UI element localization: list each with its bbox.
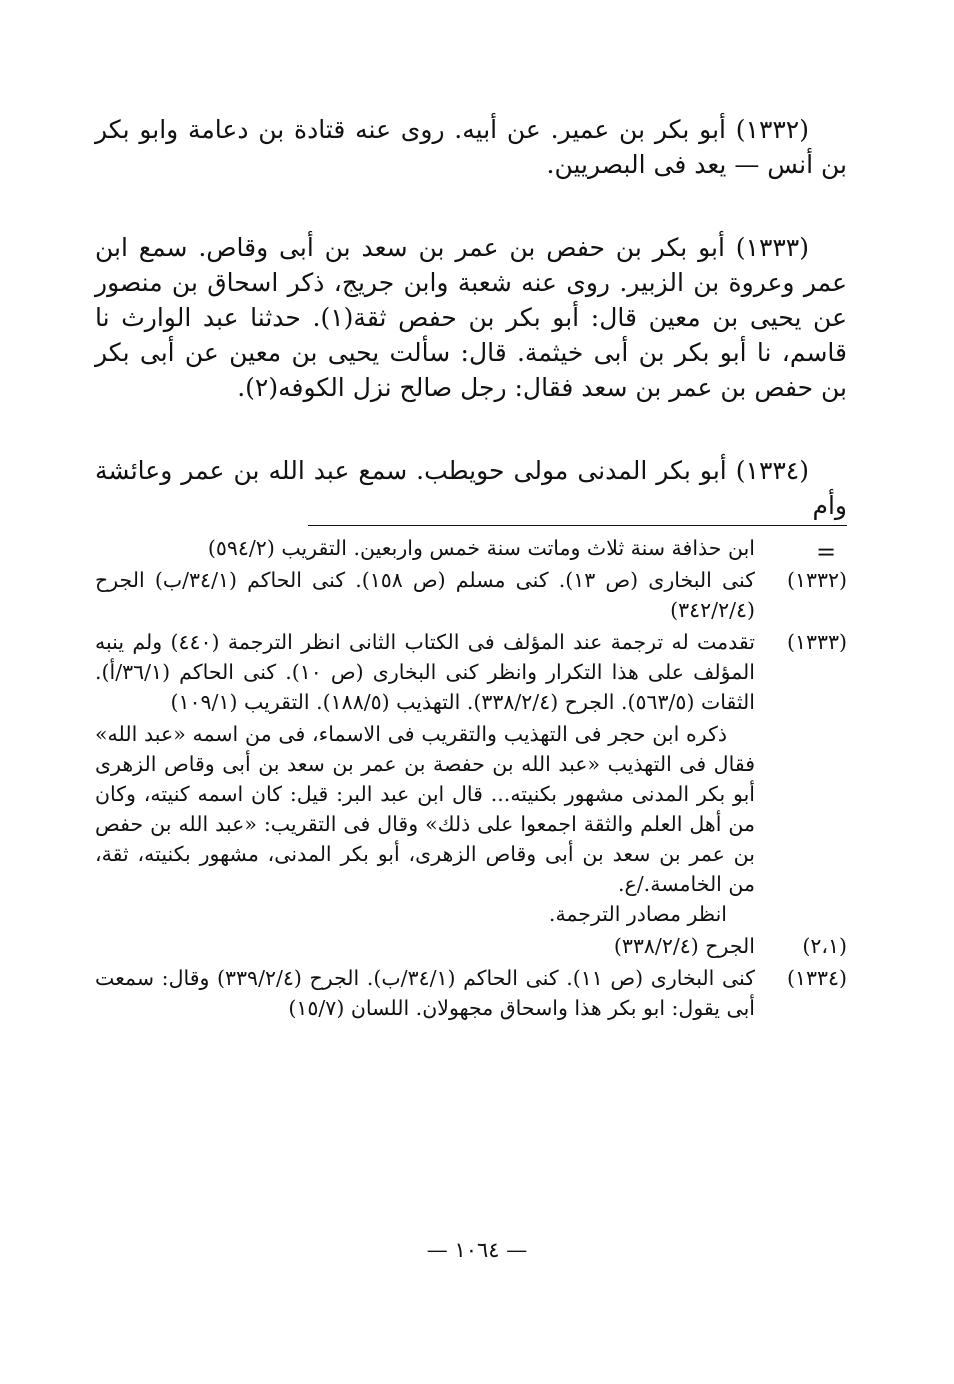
footnote-1334 [95, 963, 847, 1023]
footnote-1-2 [95, 931, 847, 961]
entry-1334: (١٣٣٤) أبو بكر المدنى مولى حويطب. سمع عبد الله بن عمر وعائشة وأم [95, 456, 847, 520]
footnote-1333-see-sources: انظر مصادر الترجمة. [548, 902, 727, 926]
footnotes [95, 533, 847, 1023]
footnote-1333 [95, 627, 847, 717]
footnote-continuation: ابن حذافة سنة ثلاث وماتت سنة خمس واربعين. التقريب (٥٩٤/٢) [207, 536, 755, 560]
footnote-text: الجرح (٣٣٨/٢/٤) [613, 934, 755, 958]
footnote-1333-commentary: ذكره ابن حجر فى التهذيب والتقريب فى الاسماء، فى من اسمه «عبد الله» فقال فى التهذيب «عبد الله بن حفصة بن عمر بن سعد بن أبى وقاص الزهرى أبو بكر المدنى مشهور بكنيته... قال ابن عبد البر: قيل: كان اسمه كنيته، وكان من أهل العلم والثقة اجمعوا على ذلك» وقال فى التقريب: «عبد الله بن حفص بن عمر بن سعد بن أبى وقاص الزهرى، أبو بكر المدنى، مشهور بكنيته، ثقة، من الخامسة./ع. [95, 722, 755, 896]
entry-1332: (١٣٣٢) أبو بكر بن عمير. عن أبيه. روى عنه قتادة بن دعامة وابو بكر بن أنس — يعد فى البصريين. [95, 115, 847, 179]
footnote-label: (٢،١) [802, 934, 847, 958]
page-number: — ١٠٦٤ — [426, 1238, 528, 1262]
main-text [95, 112, 847, 523]
entry-1333: (١٣٣٣) أبو بكر بن حفص بن عمر بن سعد بن أبى وقاص. سمع ابن عمر وعروة بن الزبير. روى عنه شعبة وابن جريج، ذكر اسحاق بن منصور عن يحيى بن معين قال: أبو بكر بن حفص ثقة(١). حدثنا عبد الوارث نا قاسم، نا أبو بكر بن أبى خيثمة. قال: سألت يحيى بن معين عن أبى بكر بن حفص بن عمر بن سعد فقال: رجل صالح نزل الكوفه(٢). [95, 233, 847, 402]
continuation-mark: = [816, 538, 837, 566]
footnote-text: كنى البخارى (ص ١٣). كنى مسلم (ص ١٥٨). كنى الحاكم (٣٤/١/ب) الجرح (٣٤٢/٢/٤) [95, 568, 755, 622]
footnote-label: (١٣٣٣) [786, 630, 847, 654]
footnote-separator [308, 525, 847, 526]
footnote-text: كنى البخارى (ص ١١). كنى الحاكم (٣٤/١/ب). الجرح (٣٣٩/٢/٤) وقال: سمعت أبى يقول: ابو بكر هذا واسحاق مجهولان. اللسان (١٥/٧) [95, 966, 755, 1020]
footnote-1332 [95, 565, 847, 625]
footnote-text: تقدمت له ترجمة عند المؤلف فى الكتاب الثانى انظر الترجمة (٤٤٠) ولم ينبه المؤلف على هذا التكرار وانظر كنى البخارى (ص ١٠). كنى الحاكم (٣٦/١/أ). الثقات (٥٦٣/٥). الجرح (٣٣٨/٢/٤). التهذيب (١٨٨/٥). التقريب (١٠٩/١) [95, 630, 756, 714]
footnote-label: (١٣٣٤) [786, 966, 847, 990]
footnote-label: (١٣٣٢) [786, 568, 847, 592]
